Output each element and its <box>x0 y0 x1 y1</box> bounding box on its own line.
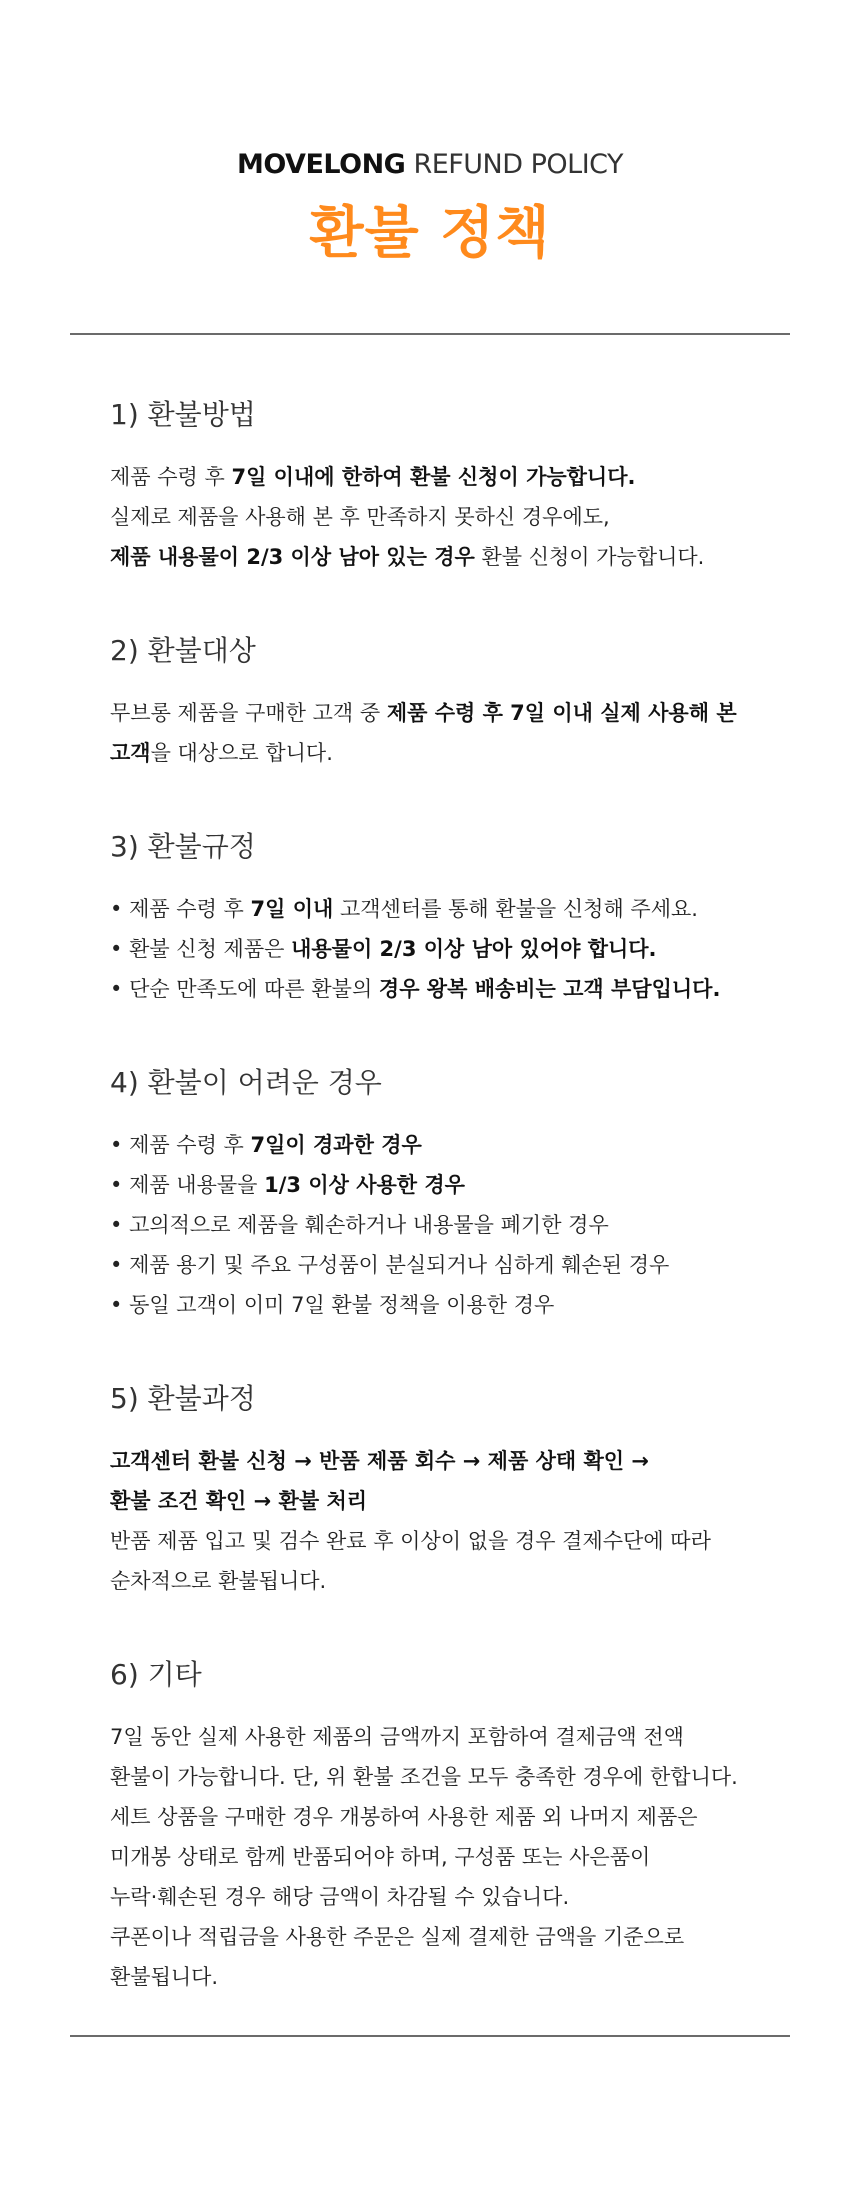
page-title: 환불 정책 <box>309 201 551 266</box>
section-heading: 6) 기타 <box>110 1658 202 1691</box>
rules-list <box>110 889 770 1009</box>
text-line: 환불됩니다. <box>110 1965 219 1989</box>
section-body <box>110 1717 770 1997</box>
section-heading: 2) 환불대상 <box>110 634 256 667</box>
section-refund-rules <box>110 827 770 1009</box>
text-line: 무브롱 제품을 구매한 고객 중 제품 수령 후 7일 이내 실제 사용해 본 <box>110 701 737 725</box>
list-item: • 제품 수령 후 7일이 경과한 경우 <box>110 1125 770 1165</box>
section-other <box>110 1655 770 1997</box>
text-line: 고객센터 환불 신청 → 반품 제품 회수 → 제품 상태 확인 → <box>110 1449 649 1473</box>
text-line: 순차적으로 환불됩니다. <box>110 1569 327 1593</box>
page-header <box>0 148 860 268</box>
list-item: • 제품 용기 및 주요 구성품이 분실되거나 심하게 훼손된 경우 <box>110 1245 770 1285</box>
text-line: 환불이 가능합니다. 단, 위 환불 조건을 모두 충족한 경우에 한합니다. <box>110 1765 738 1789</box>
brand-line <box>0 148 860 182</box>
text-line: 실제로 제품을 사용해 본 후 만족하지 못하신 경우에도, <box>110 505 610 529</box>
list-item: • 제품 내용물을 1/3 이상 사용한 경우 <box>110 1165 770 1205</box>
text-line: 제품 내용물이 2/3 이상 남아 있는 경우 환불 신청이 가능합니다. <box>110 545 705 569</box>
section-body <box>110 1441 770 1601</box>
text-line: 고객을 대상으로 합니다. <box>110 741 333 765</box>
text-line: 제품 수령 후 7일 이내에 한하여 환불 신청이 가능합니다. <box>110 465 636 489</box>
text-line: 미개봉 상태로 함께 반품되어야 하며, 구성품 또는 사은품이 <box>110 1845 651 1869</box>
section-refund-target <box>110 631 770 773</box>
section-body <box>110 693 770 773</box>
text-line: 세트 상품을 구매한 경우 개봉하여 사용한 제품 외 나머지 제품은 <box>110 1805 698 1829</box>
policy-content <box>110 395 770 2051</box>
section-body <box>110 457 770 577</box>
text-line: 쿠폰이나 적립금을 사용한 주문은 실제 결제한 금액을 기준으로 <box>110 1925 685 1949</box>
list-item: • 제품 수령 후 7일 이내 고객센터를 통해 환불을 신청해 주세요. <box>110 889 770 929</box>
list-item: • 동일 고객이 이미 7일 환불 정책을 이용한 경우 <box>110 1285 770 1325</box>
brand-subtitle: REFUND POLICY <box>413 149 624 180</box>
section-heading: 3) 환불규정 <box>110 830 256 863</box>
top-divider <box>70 333 790 335</box>
text-line: 환불 조건 확인 → 환불 처리 <box>110 1489 368 1513</box>
section-heading: 4) 환불이 어려운 경우 <box>110 1066 382 1099</box>
list-item: • 단순 만족도에 따른 환불의 경우 왕복 배송비는 고객 부담입니다. <box>110 969 770 1009</box>
list-item: • 고의적으로 제품을 훼손하거나 내용물을 폐기한 경우 <box>110 1205 770 1245</box>
bottom-divider <box>70 2035 790 2037</box>
section-heading: 5) 환불과정 <box>110 1382 256 1415</box>
exceptions-list <box>110 1125 770 1325</box>
text-line: 누락·훼손된 경우 해당 금액이 차감될 수 있습니다. <box>110 1885 570 1909</box>
list-item: • 환불 신청 제품은 내용물이 2/3 이상 남아 있어야 합니다. <box>110 929 770 969</box>
section-refund-process <box>110 1379 770 1601</box>
section-refund-exceptions <box>110 1063 770 1325</box>
brand-name: MOVELONG <box>236 149 406 180</box>
text-line: 반품 제품 입고 및 검수 완료 후 이상이 없을 경우 결제수단에 따라 <box>110 1529 711 1553</box>
text-line: 7일 동안 실제 사용한 제품의 금액까지 포함하여 결제금액 전액 <box>110 1725 684 1749</box>
section-heading: 1) 환불방법 <box>110 398 256 431</box>
section-refund-method <box>110 395 770 577</box>
